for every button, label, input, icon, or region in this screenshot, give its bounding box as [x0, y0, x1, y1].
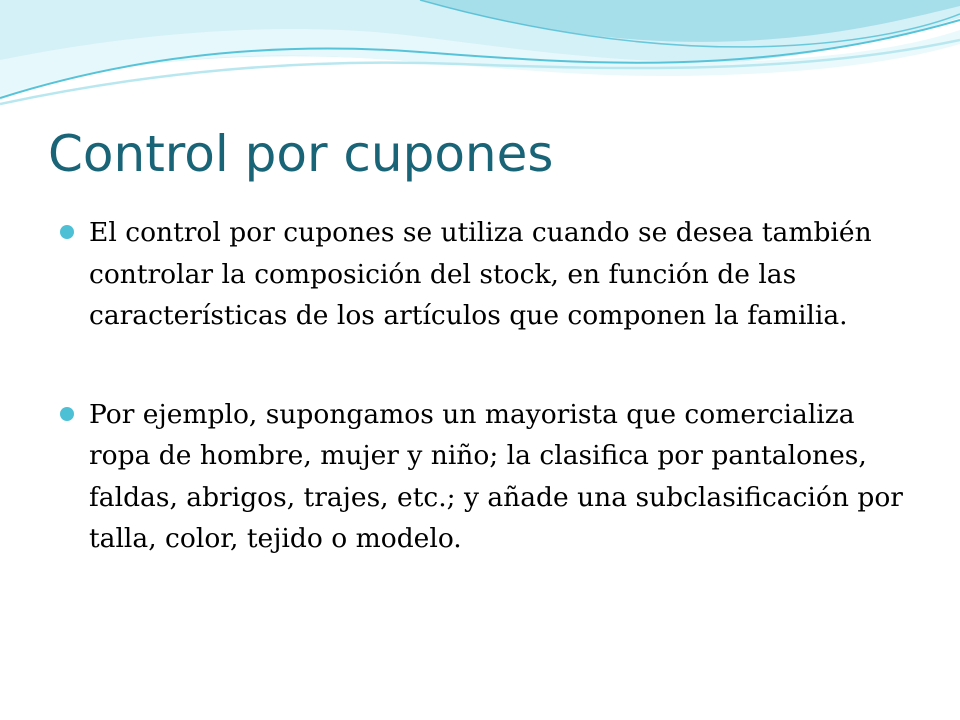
bullet-list [60, 212, 920, 560]
bullet-text: El control por cupones se utiliza cuando se desea también controlar la composición del stock, en función de las características de los artículos que componen la familia. [89, 217, 872, 331]
bullet-item [60, 394, 920, 560]
bullet-text: Por ejemplo, supongamos un mayorista que comercializa ropa de hombre, mujer y niño; la clasifica por pantalones, faldas, abrigos, trajes, etc.; y añade una subclasificación por talla, color, tejido o modelo. [89, 398, 903, 554]
slide-title: Control por cupones [48, 125, 554, 183]
header-wave-decoration [0, 0, 960, 120]
bullet-item [60, 212, 920, 337]
bullet-dot-icon [60, 225, 74, 239]
bullet-dot-icon [60, 407, 74, 421]
